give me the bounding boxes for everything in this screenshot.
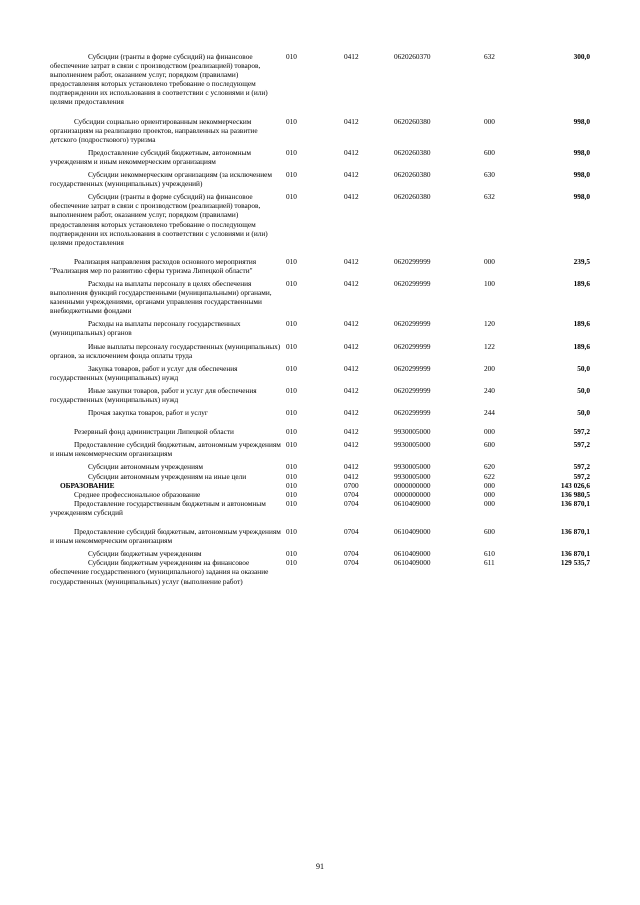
row-sum: 129 535,7: [560, 558, 590, 568]
table-row: [50, 427, 590, 440]
row-article-code: 0620299999: [394, 363, 431, 373]
table-row: [50, 52, 590, 117]
page-number: 91: [316, 862, 324, 871]
row-sum: 143 026,6: [560, 480, 590, 490]
row-article-code: 0000000000: [394, 480, 431, 490]
row-name: Предоставление субсидий бюджетным, автономным учреждениям и иным некоммерческим организациям: [50, 527, 281, 546]
row-name: Субсидии автономным учреждениям: [88, 462, 203, 472]
table-row: [50, 342, 590, 364]
row-section-code: 0704: [344, 498, 359, 508]
row-article-code: 0610409000: [394, 527, 431, 537]
row-expense-type: 620: [484, 462, 495, 472]
row-gr-code: 010: [286, 440, 297, 450]
row-sum: 136 980,5: [560, 489, 590, 499]
row-section-code: 0412: [344, 462, 359, 472]
row-name: ОБРАЗОВАНИЕ: [60, 480, 115, 490]
row-sum: 136 870,1: [560, 527, 590, 537]
row-name: Субсидии социально ориентированным некоммерческим организациям на реализацию проектов, направленных на развитие детского (подросткового) туризма: [50, 116, 258, 144]
row-sum: 300,0: [573, 52, 590, 61]
row-name: Субсидии бюджетным учреждениям на финансовое обеспечение государственного (муниципального) задания на оказание государственных (муниципальных) услуг (выполнение работ): [50, 558, 269, 586]
row-sum: 50,0: [577, 385, 590, 395]
table-row: [50, 386, 590, 408]
row-sum: 136 870,1: [560, 549, 590, 559]
row-sum: 998,0: [573, 116, 590, 126]
row-section-code: 0412: [344, 440, 359, 450]
row-article-code: 9930005000: [394, 462, 431, 472]
row-sum: 597,2: [573, 427, 590, 437]
row-section-code: 0700: [344, 480, 359, 490]
row-name: Расходы на выплаты персоналу в целях обеспечения выполнения функций государственными (муниципальными) органами, казенными учреждениями, органами управления государственными внебюджетными фондами: [50, 278, 272, 316]
table-row: [50, 408, 590, 427]
row-gr-code: 010: [286, 427, 297, 437]
row-expense-type: 000: [484, 256, 495, 266]
row-name: Предоставление государственным бюджетным и автономным учреждениям субсидий: [50, 498, 266, 517]
row-section-code: 0412: [344, 363, 359, 373]
table-row: [50, 481, 590, 490]
row-article-code: 9930005000: [394, 427, 431, 437]
row-gr-code: 010: [286, 408, 297, 418]
row-expense-type: 000: [484, 427, 495, 437]
table-row: [50, 472, 590, 481]
table-row: [50, 440, 590, 462]
row-section-code: 0412: [344, 192, 359, 202]
row-expense-type: 632: [484, 192, 495, 202]
row-name: Субсидии (гранты в форме субсидий) на финансовое обеспечение затрат в связи с производством (реализацией) товаров, выполнением работ, оказанием услуг, порядком (правилами) предоставления которых установлено требование о последующем подтверждении их использования в соответствии с условиями и (или) целями предоставления: [50, 52, 268, 107]
row-gr-code: 010: [286, 256, 297, 266]
row-expense-type: 622: [484, 471, 495, 481]
row-sum: 597,2: [573, 440, 590, 450]
row-article-code: 0620260380: [394, 170, 431, 180]
table-row: [50, 192, 590, 257]
row-section-code: 0704: [344, 558, 359, 568]
row-name: Иные закупки товаров, работ и услуг для обеспечения государственных (муниципальных) нужд: [50, 385, 257, 404]
row-name: Субсидии автономным учреждениям на иные цели: [88, 471, 247, 481]
row-article-code: 0620260370: [394, 52, 431, 61]
row-article-code: 0620260380: [394, 116, 431, 126]
row-name: Субсидии бюджетным учреждениям: [88, 549, 202, 559]
row-name: Резервный фонд администрации Липецкой области: [74, 427, 234, 437]
row-gr-code: 010: [286, 385, 297, 395]
row-expense-type: 240: [484, 385, 495, 395]
row-gr-code: 010: [286, 341, 297, 351]
table-row: [50, 319, 590, 341]
table-row: [50, 558, 590, 585]
row-gr-code: 010: [286, 319, 297, 329]
row-article-code: 9930005000: [394, 440, 431, 450]
row-sum: 136 870,1: [560, 498, 590, 508]
row-section-code: 0412: [344, 385, 359, 395]
row-expense-type: 600: [484, 440, 495, 450]
row-name: Прочая закупка товаров, работ и услуг: [88, 408, 208, 418]
row-name: Иные выплаты персоналу государственных (муниципальных) органов, за исключением фонда оплаты труда: [50, 341, 281, 360]
row-name: Расходы на выплаты персоналу государственных (муниципальных) органов: [50, 319, 241, 338]
row-gr-code: 010: [286, 471, 297, 481]
row-gr-code: 010: [286, 558, 297, 568]
row-expense-type: 000: [484, 498, 495, 508]
row-sum: 50,0: [577, 363, 590, 373]
row-name: Предоставление субсидий бюджетным, автономным учреждениям и иным некоммерческим организациям: [50, 147, 252, 166]
row-sum: 597,2: [573, 462, 590, 472]
row-section-code: 0412: [344, 408, 359, 418]
row-expense-type: 611: [484, 558, 495, 568]
row-gr-code: 010: [286, 527, 297, 537]
row-section-code: 0412: [344, 427, 359, 437]
row-gr-code: 010: [286, 52, 297, 61]
row-section-code: 0412: [344, 170, 359, 180]
row-expense-type: 200: [484, 363, 495, 373]
row-gr-code: 010: [286, 170, 297, 180]
row-section-code: 0704: [344, 549, 359, 559]
row-section-code: 0412: [344, 147, 359, 157]
row-expense-type: 122: [484, 341, 495, 351]
row-section-code: 0412: [344, 319, 359, 329]
table-row: [50, 257, 590, 279]
row-gr-code: 010: [286, 489, 297, 499]
row-gr-code: 010: [286, 498, 297, 508]
table-row: [50, 527, 590, 549]
row-name: Закупка товаров, работ и услуг для обеспечения государственных (муниципальных) нужд: [50, 363, 238, 382]
row-article-code: 0620299999: [394, 319, 431, 329]
row-name: Субсидии (гранты в форме субсидий) на финансовое обеспечение затрат в связи с производством (реализацией) товаров, выполнением работ, оказанием услуг, порядком (правилами) предоставления которых установлено требование о последующем подтверждении их использования в соответствии с условиями и (или) целями предоставления: [50, 192, 268, 247]
table-row: [50, 364, 590, 386]
row-article-code: 0000000000: [394, 489, 431, 499]
row-section-code: 0412: [344, 278, 359, 288]
row-expense-type: 100: [484, 278, 495, 288]
row-section-code: 0412: [344, 52, 359, 61]
row-name: Субсидии некоммерческим организациям (за исключением государственных (муниципальных) учреждений): [50, 170, 272, 189]
row-article-code: 0620299999: [394, 385, 431, 395]
row-section-code: 0412: [344, 341, 359, 351]
row-sum: 998,0: [573, 147, 590, 157]
row-article-code: 9930005000: [394, 471, 431, 481]
row-gr-code: 010: [286, 480, 297, 490]
row-expense-type: 000: [484, 480, 495, 490]
row-section-code: 0704: [344, 527, 359, 537]
row-name: Предоставление субсидий бюджетным, автономным учреждениям и иным некоммерческим организациям: [50, 440, 281, 459]
row-section-code: 0704: [344, 489, 359, 499]
table-row: [50, 117, 590, 148]
row-name: Среднее профессиональное образование: [74, 489, 201, 499]
row-gr-code: 010: [286, 549, 297, 559]
row-sum: 998,0: [573, 192, 590, 202]
table-row: [50, 499, 590, 527]
table-row: [50, 549, 590, 558]
row-article-code: 0620260380: [394, 192, 431, 202]
row-gr-code: 010: [286, 462, 297, 472]
row-section-code: 0412: [344, 471, 359, 481]
budget-table: [50, 52, 590, 586]
row-gr-code: 010: [286, 278, 297, 288]
row-expense-type: 600: [484, 147, 495, 157]
table-row: [50, 490, 590, 499]
table-row: [50, 462, 590, 471]
table-row: [50, 279, 590, 319]
row-article-code: 0610409000: [394, 549, 431, 559]
row-sum: 189,6: [573, 278, 590, 288]
row-article-code: 0620299999: [394, 256, 431, 266]
row-article-code: 0610409000: [394, 498, 431, 508]
row-sum: 189,6: [573, 341, 590, 351]
row-expense-type: 610: [484, 549, 495, 559]
row-sum: 239,5: [573, 256, 590, 266]
row-article-code: 0620299999: [394, 278, 431, 288]
table-row: [50, 170, 590, 192]
table-row: [50, 148, 590, 170]
row-gr-code: 010: [286, 116, 297, 126]
row-expense-type: 632: [484, 52, 495, 61]
row-expense-type: 244: [484, 408, 495, 418]
row-expense-type: 120: [484, 319, 495, 329]
row-section-code: 0412: [344, 256, 359, 266]
row-sum: 597,2: [573, 471, 590, 481]
row-expense-type: 000: [484, 116, 495, 126]
row-gr-code: 010: [286, 363, 297, 373]
row-expense-type: 600: [484, 527, 495, 537]
row-sum: 189,6: [573, 319, 590, 329]
row-article-code: 0610409000: [394, 558, 431, 568]
row-expense-type: 630: [484, 170, 495, 180]
row-name: Реализация направления расходов основного мероприятия "Реализация мер по развитию сферы туризма Липецкой области": [50, 256, 257, 275]
row-sum: 50,0: [577, 408, 590, 418]
row-article-code: 0620299999: [394, 408, 431, 418]
row-sum: 998,0: [573, 170, 590, 180]
row-article-code: 0620260380: [394, 147, 431, 157]
row-article-code: 0620299999: [394, 341, 431, 351]
row-gr-code: 010: [286, 192, 297, 202]
row-expense-type: 000: [484, 489, 495, 499]
row-section-code: 0412: [344, 116, 359, 126]
row-gr-code: 010: [286, 147, 297, 157]
